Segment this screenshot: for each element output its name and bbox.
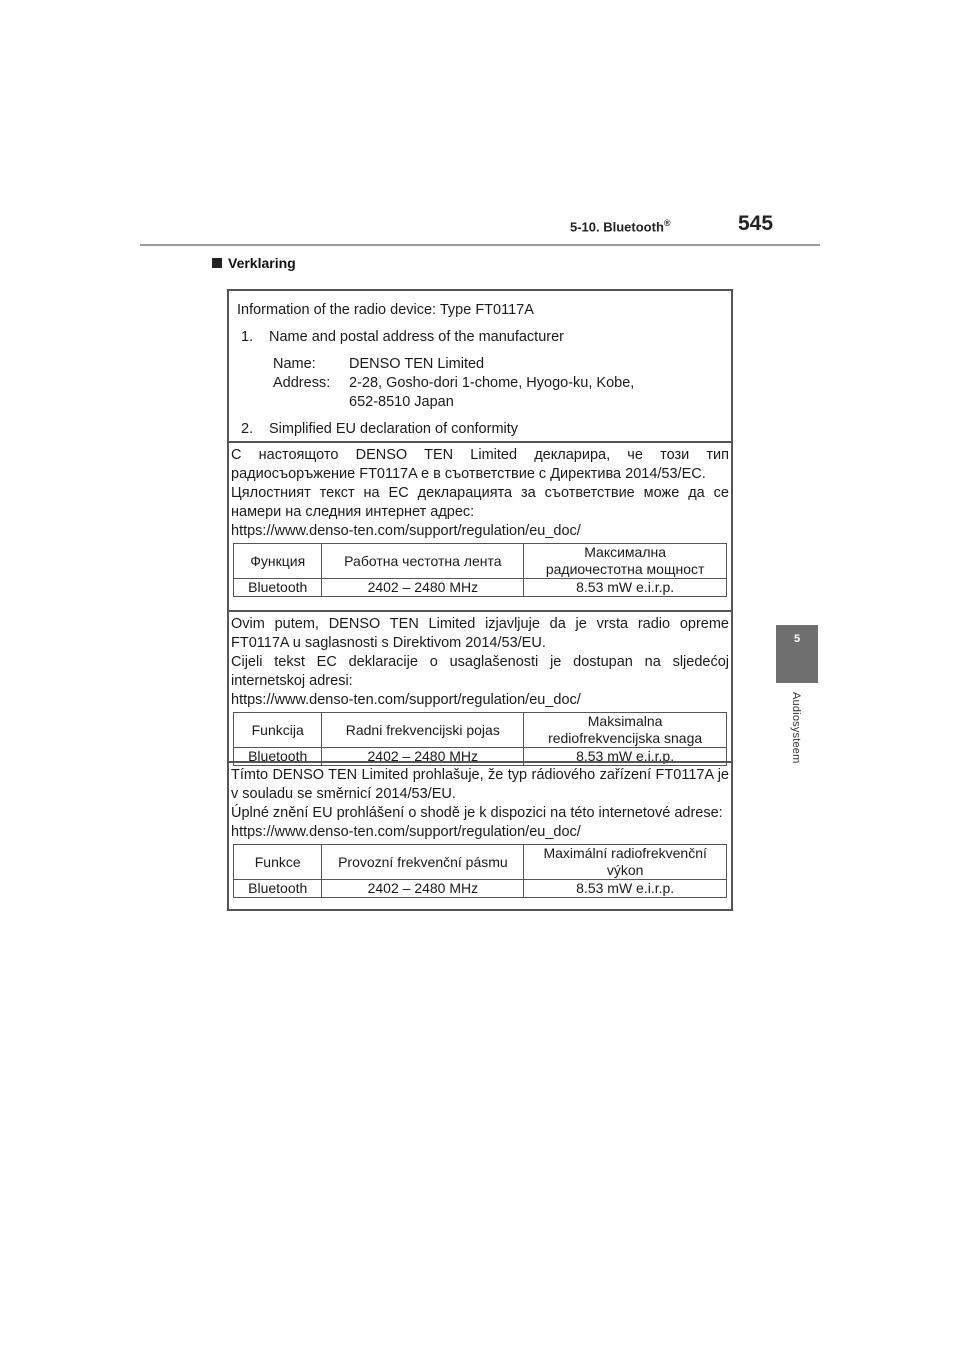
eu-declaration-item: 2. Simplified EU declaration of conformity [241, 421, 519, 437]
declaration-box [227, 289, 733, 911]
manufacturer-name-row: Name: DENSO TEN Limited [273, 356, 485, 372]
czech-para2: Úplné znění EU prohlášení o shodě je k dispozici na této internetové adrese: [231, 805, 723, 821]
section-heading [212, 255, 296, 271]
square-bullet-icon [212, 258, 222, 268]
bulgarian-spec-table [233, 543, 727, 597]
table-row: Функция Работна честотна лента Максимална радиочестотна мощност [234, 544, 727, 579]
table-row: Bluetooth 2402 – 2480 MHz 8.53 mW e.i.r.p. [234, 880, 727, 898]
table-row: Funkcija Radni frekvencijski pojas Maksimalna rediofrekvencijska snaga [234, 713, 727, 748]
registered-mark: ® [663, 218, 671, 228]
page-number: 545 [738, 212, 774, 235]
table-row: Bluetooth 2402 – 2480 MHz 8.53 mW e.i.r.p. [234, 579, 727, 597]
english-block [229, 291, 731, 441]
czech-spec-table [233, 844, 727, 898]
chapter-number: 5 [793, 633, 801, 645]
table-row: Funkce Provozní frekvenční pásmu Maximální radiofrekvenční výkon [234, 845, 727, 880]
croatian-url: https://www.denso-ten.com/support/regulation/eu_doc/ [231, 692, 581, 708]
manufacturer-item: 1. Name and postal address of the manufacturer [241, 329, 564, 345]
manufacturer-address-row-2: 652-8510 Japan [349, 394, 454, 410]
heading-text: Verklaring [228, 255, 296, 271]
czech-para1: Tímto DENSO TEN Limited prohlašuje, že typ rádiového zařízení FT0117A je v souladu se směrnicí 2014/53/EU. [231, 767, 729, 802]
bulgarian-url: https://www.denso-ten.com/support/regulation/eu_doc/ [231, 523, 581, 539]
bulgarian-para2: Цялостният текст на ЕС декларацията за съответствие може да се намери на следния интернет адрес: [231, 485, 729, 520]
manufacturer-address-row: Address: 2-28, Gosho-dori 1-chome, Hyogo-ku, Kobe, [273, 375, 635, 391]
bulgarian-block [229, 441, 731, 597]
bulgarian-para1: С настоящото DENSO TEN Limited декларира, че този тип радиосъоръжение FT0117A е в съответствие с Директива 2014/53/ЕС. [231, 447, 729, 482]
table-row: Bluetooth 2402 – 2480 MHz 8.53 mW e.i.r.p. [234, 748, 727, 766]
chapter-label: Audiosysteem [790, 692, 802, 764]
radio-device-title: Information of the radio device: Type FT0117A [237, 302, 534, 318]
czech-block [229, 761, 731, 898]
croatian-para1: Ovim putem, DENSO TEN Limited izjavljuje da je vrsta radio opreme FT0117A u saglasnosti s Direktivom 2014/53/EU. [231, 616, 729, 651]
section-title: 5-10. Bluetooth® [570, 218, 671, 235]
croatian-block [229, 610, 731, 766]
croatian-para2: Cijeli tekst EC deklaracije o usaglašenosti je dostupan na sljedećoj internetskoj adresi: [231, 654, 729, 689]
header-divider [140, 244, 820, 246]
croatian-spec-table [233, 712, 727, 766]
chapter-tab [776, 625, 818, 683]
czech-url: https://www.denso-ten.com/support/regulation/eu_doc/ [231, 824, 581, 840]
